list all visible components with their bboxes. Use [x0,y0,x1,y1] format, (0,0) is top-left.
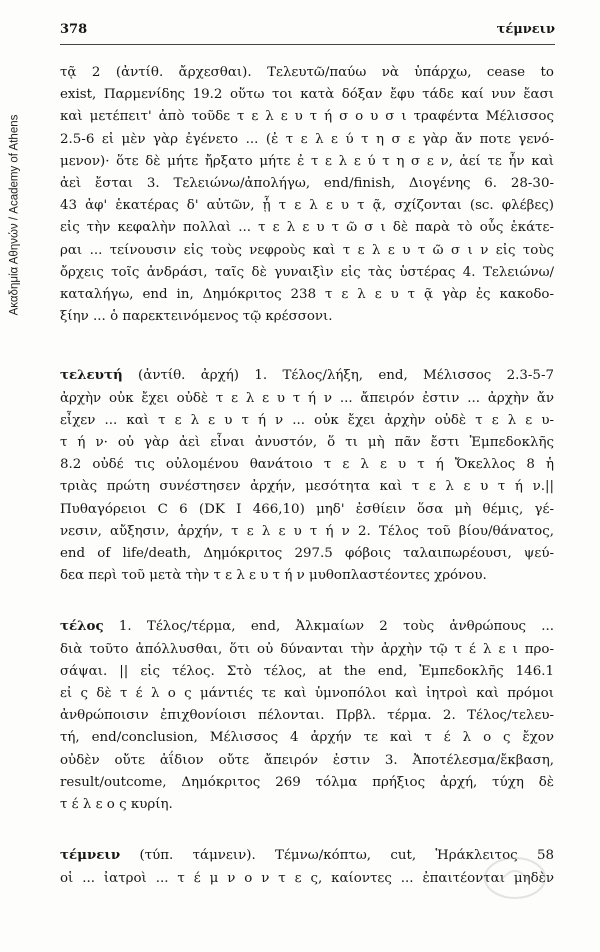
entry-line: καταλήγω, end in, Δημόκριτος 238 τ ε λ ε υ τ ᾷ γὰρ ἐς κακοδο- [60,287,554,303]
entry-line: 2.5-6 εἰ μὲν γὰρ ἐγένετο ... (ἐ τ ε λ ε ύ τ η σ ε γὰρ ἄν ποτε γενό- [60,131,554,147]
entry-line: τριὰς πρώτη συνέστησεν ἀρχήν, μεσότητα καὶ τ ε λ ε υ τ ή ν.|| [60,479,554,495]
page-header [60,22,555,37]
entry-line: ἀεὶ ἔσται 3. Τελειώνω/ἀπολήγω, end/finish, Διογένης 6. 28-30- [60,176,554,192]
faded-stamp-mark [470,852,560,904]
entry-line: result/outcome, Δημόκριτος 269 τόλμα πρήξιος ἀρχή, τύχη δὲ [60,774,554,790]
entry-line: οἱ ... ἰατροὶ ... τ έ μ ν ο ν τ ε ς, καίοντες ... ἐπαιτέονται μηδὲν [60,870,554,886]
entry-line: διὰ τοῦτο ἀπόλλυσθαι, ὅτι οὐ δύνανται τὴν ἀρχὴν τῷ τ έ λ ε ι προ- [60,641,554,657]
entry-line: ραι ... τείνουσιν εἰς τοὺς νεφροὺς καὶ τ ε λ ε υ τ ῶ σ ι ν εἰς τοὺς [60,242,554,258]
running-head: τέμνειν [496,22,555,37]
entry-continuation [60,62,554,328]
header-rule [60,44,555,45]
entry-line: εἰς τὴν κεφαλὴν πολλαὶ ... τ ε λ ε υ τ ῶ σ ι δὲ παρὰ τὸ οὖς ἑκάτε- [60,220,554,236]
entry-line: 8.2 οὐδέ τις οὐλομένου θανάτοιο τ ε λ ε υ τ ή Ὄκελλος 8 ἡ [60,457,554,473]
entry-line: 43 ἀφ' ἑκατέρας δ' αὐτῶν, ᾗ τ ε λ ε υ τ ᾷ, σχίζονται (sc. φλέβες) [60,198,554,214]
entry-line: μενον)· ὅτε δὲ μήτε ἤρξατο μήτε ἐ τ ε λ ε ύ τ η σ ε ν, ἀεί τε ἦν καὶ [60,153,554,169]
entry-lemma: τέλος [60,618,104,635]
entry-line: (ἀντίθ. ἀρχή) 1. Τέλος/λήξη, end, Μέλισσος 2.3-5-7 [138,368,554,384]
entry-lemma: τέμνειν [60,847,121,864]
entry-line: ὄρχεις τοῖς ἀνδράσι, ταῖς δὲ γυναιξὶν εἰς τὰς ὑστέρας 4. Τελειώνω/ [60,264,554,280]
entry-line: ἀρχὴν οὐκ ἔχει οὐδὲ τ ε λ ε υ τ ή ν ... ἄπειρόν ἐστιν ... ἀρχὴν ἄν [60,390,554,406]
entry-line: εἶχεν ... καὶ τ ε λ ε υ τ ή ν ... οὐκ ἔχει ἀρχὴν οὐδὲ τ ε λ ε υ- [60,412,554,428]
watermark-text: Ακαδημία Αθηνών / Academy of Athens [8,114,21,316]
entry-line: exist, Παρμενίδης 19.2 οὕτω τοι κατὰ δόξαν ἔφυ τάδε καί νυν ἔασι [60,87,554,103]
entry-lemma: τελευτή [60,367,123,384]
entry-line: τᾷ 2 (ἀντίθ. ἄρχεσθαι). Τελευτῶ/παύω νὰ ὑπάρχω, cease to [60,65,554,80]
entry-line: σάψαι. || εἰς τέλος. Στὸ τέλος, at the end, Ἐμπεδοκλῆς 146.1 [60,663,554,679]
entry-line: οὐδὲν οὔτε ἀΐδιον οὔτε ἄπειρόν ἐστιν 3. Ἀποτέλεσμα/ἔκβαση, [60,752,554,768]
side-watermark [4,55,24,375]
entry-line: (τύπ. τάμνειν). Τέμνω/κόπτω, cut, Ἡράκλειτος 58 [139,848,554,864]
entry-line: Πυθαγόρειοι C 6 (DK I 466,10) μηδ' ἐσθίειν ὅσα μὴ θέμις, γέ- [60,501,554,517]
entry-line: τ έ λ ε ο ς κυρίη. [60,797,173,813]
entry-line: εἰ ς δὲ τ έ λ ο ς μάντιές τε καὶ ὑμνοπόλοι καὶ ἰητροὶ καὶ πρόμοι [60,686,554,702]
dictionary-page [60,62,554,918]
entry-line: 1. Τέλος/τέρμα, end, Ἀλκμαίων 2 τοὺς ἀνθρώπους ... [118,619,554,635]
entry-line: ξίην ... ὁ παρεκτεινόμενος τῷ κρέσσονι. [60,309,333,325]
entry-line: δεα περὶ τοῦ μετὰ τὴν τ ε λ ε υ τ ή ν μυθοπλαστέοντες χρόνου. [60,568,487,584]
entry-telos [60,615,554,816]
entry-teleute [60,364,554,587]
entry-first-line [60,615,554,638]
entry-line: καὶ μετέπειτ' ἀπὸ τοῦδε τ ε λ ε υ τ ή σ ο υ σ ι τραφέντα Μέλισσος [60,109,554,125]
page-number: 378 [60,22,88,37]
entry-line: νεσιν, αὔξησιν, ἀρχήν, τ ε λ ε υ τ ή ν 2. Τέλος τοῦ βίου/θάνατος, [60,523,554,539]
entry-line: end of life/death, Δημόκριτος 297.5 φόβοις ταλαιπωρέουσι, ψεύ- [60,546,554,562]
entry-first-line [60,364,554,387]
entry-line: ἀνθρώποισιν ἐπιχθονίοισι πέλονται. Πρβλ. τέρμα. 2. Τέλος/τελευ- [60,708,554,724]
entry-line: τή, end/conclusion, Μέλισσος 4 ἀρχήν τε καὶ τ έ λ ο ς ἔχον [60,730,554,746]
entry-line: τ ή ν· οὐ γὰρ ἀεὶ εἶναι ἀνυστόν, ὅ τι μὴ πᾶν ἔστι Ἐμπεδοκλῆς [60,435,554,451]
